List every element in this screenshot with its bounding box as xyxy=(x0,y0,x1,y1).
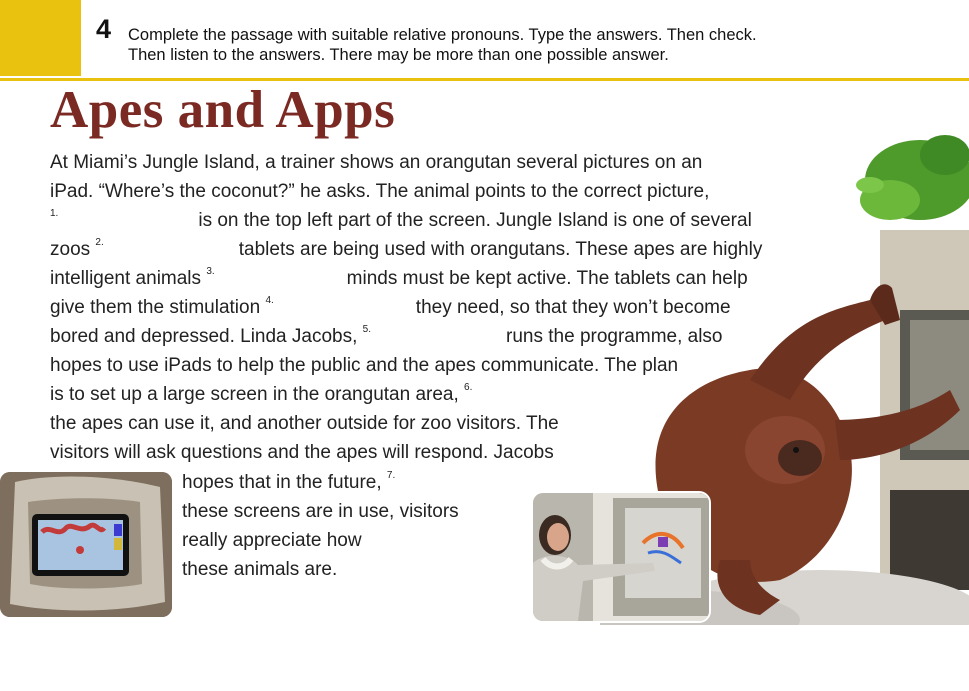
article-line-6 xyxy=(50,297,731,319)
article-line-13: these screens are in use, visitors xyxy=(182,501,459,522)
task-number: 4 xyxy=(96,14,112,44)
gap-number-6: 6. xyxy=(464,382,473,393)
instructions-line-2: Then listen to the answers. There may be more than one possible answer. xyxy=(128,46,669,64)
article-line-11: visitors will ask questions and the apes will respond. Jacobs xyxy=(50,442,554,463)
article-line-5-end: minds must be kept active. The tablets can help xyxy=(346,268,748,289)
article-line-10: the apes can use it, and another outside for zoo visitors. The xyxy=(50,413,559,434)
article-line-4-end: tablets are being used with orangutans. These apes are highly xyxy=(238,239,763,260)
article-line-2: iPad. “Where’s the coconut?” he asks. The animal points to the correct picture, xyxy=(50,181,710,202)
article-line-1: At Miami’s Jungle Island, a trainer shows an orangutan several pictures on an xyxy=(50,152,703,173)
article-line-9 xyxy=(50,384,572,406)
article-line-9-start: is to set up a large screen in the orangutan area, xyxy=(50,384,459,405)
article-line-5-start: intelligent animals xyxy=(50,268,202,289)
article-line-6-end: they need, so that they won’t become xyxy=(415,297,731,318)
article-line-12-start: hopes that in the future, xyxy=(182,472,382,493)
article-line-4-start: zoos xyxy=(50,239,91,260)
article-line-4 xyxy=(50,239,762,261)
task-instructions xyxy=(128,25,948,65)
article-line-3 xyxy=(50,210,752,232)
gap-number-3: 3. xyxy=(206,266,215,277)
article-line-3-text: is on the top left part of the screen. Jungle Island is one of several xyxy=(198,210,752,231)
gap-number-4: 4. xyxy=(265,295,274,306)
article-line-7 xyxy=(50,326,723,348)
article-line-7-start: bored and depressed. Linda Jacobs, xyxy=(50,326,358,347)
gap-number-7: 7. xyxy=(386,470,396,481)
article-line-5 xyxy=(50,268,748,290)
article-line-7-end: runs the programme, also xyxy=(506,326,723,347)
tablet-in-tree-photo xyxy=(0,472,172,617)
article-line-8: hopes to use iPads to help the public and the apes communicate. The plan xyxy=(50,355,679,376)
trainer-photo xyxy=(531,491,711,623)
task-color-block xyxy=(0,0,81,76)
instructions-line-1: Complete the passage with suitable relative pronouns. Type the answers. Then check. xyxy=(128,26,757,44)
leaf-foliage-icon xyxy=(856,135,969,220)
gap-number-1: 1. xyxy=(50,208,59,219)
article-line-15: these animals are. xyxy=(182,559,338,580)
article-line-14: really appreciate how xyxy=(182,530,362,551)
gap-number-2: 2. xyxy=(95,237,104,248)
gap-number-5: 5. xyxy=(362,324,372,335)
article-line-6-start: give them the stimulation xyxy=(50,297,261,318)
article-line-12 xyxy=(182,472,495,494)
article-title: Apes and Apps xyxy=(50,81,396,139)
